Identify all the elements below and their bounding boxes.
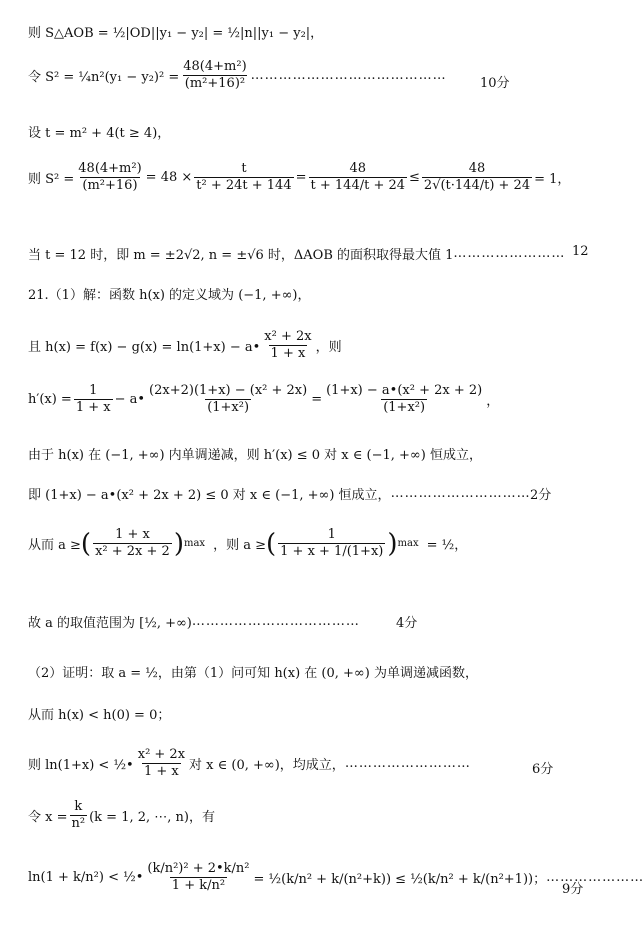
fraction-denominator: (1+x²) [207, 400, 250, 416]
derivative-fraction-1 [74, 384, 113, 416]
left-paren: ( [265, 528, 277, 559]
bound-end: = 1， [534, 172, 571, 188]
right-paren: ) [173, 528, 184, 559]
fraction-numerator: x² + 2x [264, 329, 312, 344]
fraction-numerator: 48(4+m²) [183, 59, 247, 74]
fraction-numerator: 48 [468, 161, 486, 176]
bound-fraction-1 [76, 162, 143, 194]
bound-fraction-3 [309, 162, 408, 194]
s-squared-fraction [181, 60, 248, 92]
line-a-range [28, 612, 360, 631]
leader-dots: ………………………… [390, 486, 531, 501]
fraction-denominator: 2√(t·144/t) + 24 [423, 178, 531, 194]
bound-mid: = 48 × [145, 170, 193, 186]
fraction-numerator: 48(4+m²) [78, 161, 142, 176]
fraction-numerator: 1 [327, 527, 336, 542]
line-let-x [28, 800, 215, 832]
h-def-suffix: ，则 [315, 340, 342, 356]
h-less-than-text: 从而 h(x) < h(0) = 0； [28, 708, 171, 723]
let-x-suffix: (k = 1, 2, ⋯, n)，有 [89, 810, 215, 826]
derivative-mid: − a• [114, 392, 146, 408]
let-x-fraction [70, 800, 88, 832]
score-9: 9分 [562, 882, 584, 897]
line-monotonic [28, 444, 482, 463]
a-bound-fraction-2 [278, 528, 385, 560]
equals-sign: = [311, 392, 323, 408]
line-inequality [28, 484, 531, 503]
final-ineq-mid: = ½(k/n² + k/(n²+k)) ≤ ½(k/n² + k/(n²+1))； [253, 872, 547, 888]
leader-dots: ……………………… [344, 756, 471, 772]
left-paren: ( [80, 528, 92, 559]
leader-dots: …………………… [453, 246, 566, 261]
line-part2-proof [28, 662, 478, 681]
derivative-fraction-3 [324, 384, 484, 416]
a-range-text: 故 a 的取值范围为 [½, +∞) [28, 616, 192, 631]
line-ln-inequality [28, 748, 471, 780]
line-a-bound [28, 528, 467, 560]
fraction-numerator: 48 [349, 161, 367, 176]
monotonic-text: 由于 h(x) 在 (−1, +∞) 内单调递减，则 h′(x) ≤ 0 对 x ∈ (−1, +∞) 恒成立， [28, 448, 482, 463]
score-12: 12 [572, 244, 589, 259]
derivative-end: ， [486, 394, 500, 410]
let-x-prefix: 令 x = [28, 810, 68, 826]
derivative-fraction-2 [147, 384, 309, 416]
fraction-denominator: 1 + k/n² [171, 878, 226, 894]
leader-dots: ……………………………… [191, 614, 360, 629]
line-area-formula [28, 22, 323, 41]
bound-prefix: 则 S² = [28, 172, 75, 188]
q21-domain-text: 21.（1）解：函数 h(x) 的定义域为 (−1, +∞)， [28, 288, 311, 303]
fraction-denominator: t + 144/t + 24 [310, 178, 406, 194]
fraction-denominator: (m²+16)² [184, 76, 246, 92]
ln-ineq-suffix: 对 x ∈ (0, +∞)，均成立， [189, 758, 345, 774]
max-subscript: max [183, 538, 206, 550]
fraction-denominator: t² + 24t + 144 [196, 178, 292, 194]
line-s-squared [28, 60, 447, 92]
bound-fraction-2 [194, 162, 293, 194]
fraction-numerator: 1 [89, 383, 98, 398]
fraction-denominator: 1 + x + 1/(1+x) [280, 544, 384, 560]
line-h-definition [28, 330, 342, 362]
fraction-numerator: k [74, 799, 83, 814]
leader-dots: ………………… [546, 870, 644, 886]
a-bound-prefix: 从而 a ≥ [28, 538, 81, 554]
leader-dots: …………………………………… [250, 68, 447, 84]
score-6: 6分 [532, 762, 554, 777]
fraction-numerator: (1+x) − a•(x² + 2x + 2) [326, 383, 483, 398]
equals-sign: = [295, 170, 307, 186]
max-subscript: max [397, 538, 419, 550]
score-4: 4分 [396, 616, 418, 631]
bound-fraction-4 [422, 162, 532, 194]
fraction-denominator: 1 + x [75, 400, 111, 416]
s-squared-prefix: 令 S² = ¼n²(y₁ − y₂)² = [28, 70, 180, 86]
line-final-inequality [28, 862, 644, 894]
line-q21-domain [28, 284, 310, 303]
score-10: 10分 [480, 76, 510, 91]
inequality-text: 即 (1+x) − a•(x² + 2x + 2) ≤ 0 对 x ∈ (−1, +∞) 恒成立， [28, 488, 391, 503]
a-bound-fraction-1 [93, 528, 172, 560]
fraction-numerator: (2x+2)(1+x) − (x² + 2x) [149, 383, 308, 398]
h-def-prefix: 且 h(x) = f(x) − g(x) = ln(1+x) − a• [28, 340, 261, 356]
derivative-prefix: h′(x) = [28, 392, 72, 408]
fraction-denominator: 1 + x [270, 346, 306, 362]
line-h-less-than [28, 704, 170, 723]
line-max-area [28, 244, 565, 263]
score-2: 2分 [530, 488, 552, 503]
final-ineq-prefix: ln(1 + k/n²) < ½• [28, 870, 144, 886]
fraction-numerator: t [241, 161, 247, 176]
fraction-denominator: (m²+16) [82, 178, 138, 194]
set-t-text: 设 t = m² + 4(t ≥ 4)， [28, 126, 171, 141]
fraction-numerator: 1 + x [115, 527, 150, 542]
a-bound-end: = ½， [426, 538, 468, 554]
fraction-denominator: x² + 2x + 2 [95, 544, 170, 560]
fraction-numerator: x² + 2x [137, 747, 186, 762]
less-equal-sign: ≤ [409, 170, 420, 186]
fraction-denominator: 1 + x [144, 764, 179, 780]
max-area-text: 当 t = 12 时，即 m = ±2√2, n = ±√6 时，ΔAOB 的面积取得最大值 1 [28, 248, 454, 263]
fraction-denominator: n² [71, 816, 86, 832]
part2-proof-text: （2）证明：取 a = ½，由第（1）问可知 h(x) 在 (0, +∞) 为单调递减函数， [28, 666, 478, 681]
final-ineq-fraction [145, 862, 251, 894]
line-s-squared-bound [28, 162, 570, 194]
line-h-derivative [28, 384, 499, 416]
fraction-numerator: (k/n²)² + 2•k/n² [147, 861, 250, 876]
right-paren: ) [387, 528, 398, 559]
ln-ineq-fraction [136, 748, 187, 780]
fraction-denominator: (1+x²) [383, 400, 426, 416]
ln-ineq-prefix: 则 ln(1+x) < ½• [28, 758, 134, 774]
h-def-fraction [262, 330, 313, 362]
line-set-t [28, 122, 170, 141]
a-bound-mid: ，则 a ≥ [213, 538, 266, 554]
area-formula-text: 则 S△AOB = ½|OD||y₁ − y₂| = ½|n||y₁ − y₂|， [28, 26, 324, 41]
